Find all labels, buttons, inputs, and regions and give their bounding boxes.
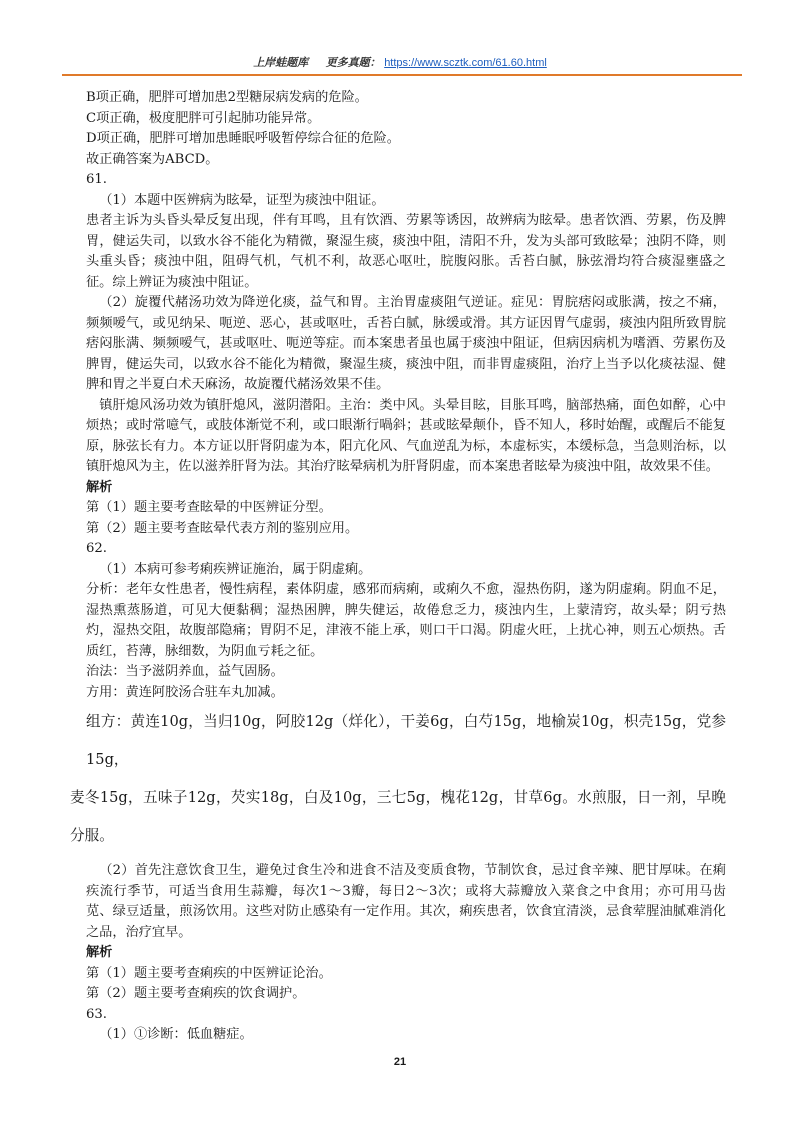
paragraph: 第（1）题主要考查痢疾的中医辨证论治。	[86, 965, 332, 981]
paragraph: （2）首先注意饮食卫生，避免过食生冷和进食不洁及变质食物，节制饮食，忌过食辛辣、肥甘厚味。在痢疾流行季节，可适当食用生蒜瓣，每次1～3瓣，每日2～3次；或将大蒜瓣放入菜食之中食用；亦可用马齿苋、绿豆适量，煎汤饮用。这些对防止感染有一定作用。其次，痢疾患者，饮食宜清淡，忌食荤腥油腻难消化之品，治疗宜早。	[86, 863, 726, 940]
analysis-heading: 解析	[86, 479, 113, 495]
question-number: 61.	[86, 172, 107, 187]
analysis-heading: 解析	[86, 945, 113, 960]
paragraph: （2）旋覆代赭汤功效为降逆化痰，益气和胃。主治胃虚痰阻气逆证。症见：胃脘痞闷或胀满，按之不痛，频频嗳气，或见纳呆、呃逆、恶心，甚或呕吐，舌苔白腻，脉缓或滑。其方证因胃气虚弱，痰浊内阻所致胃脘痞闷胀满、频频嗳气，甚或呕吐、呃逆等症。而本案患者虽也属于痰浊中阻证，但病因病机为嗜酒、劳累伤及脾胃，健运失司，以致水谷不能化为精微，聚湿生痰，痰浊中阻，而非胃虚痰阻，治疗上当予以化痰祛湿、健脾和胃之半夏白术天麻汤，故旋覆代赭汤效果不佳。	[86, 295, 726, 392]
paragraph: B项正确，肥胖可增加患2型糖尿病发病的危险。	[86, 90, 368, 105]
page-header	[60, 54, 740, 70]
paragraph: C项正确，极度肥胖可引起肺功能异常。	[86, 110, 321, 126]
paragraph: D项正确，肥胖可增加患睡眠呼吸暂停综合征的危险。	[86, 131, 400, 146]
paragraph: 方用：黄连阿胶汤合驻车丸加减。	[86, 684, 284, 700]
site-name: 上岸蛙题库	[253, 56, 309, 69]
header-divider	[62, 74, 742, 76]
paragraph: 第（1）题主要考查眩晕的中医辨证分型。	[86, 500, 332, 515]
paragraph: 第（2）题主要考查痢疾的饮食调护。	[86, 986, 306, 1001]
prescription-line: 麦冬15g，五味子12g，芡实18g，白及10g，三七5g，槐花12g，甘草6g。水煎服，日一剂，早晚分服。	[70, 789, 726, 844]
source-link[interactable]: https://www.scztk.com/61.60.html	[384, 57, 547, 69]
paragraph: 分析：老年女性患者，慢性病程，素体阴虚，感邪而病痢，或痢久不愈，湿热伤阴，遂为阴虚痢。阴血不足，湿热熏蒸肠道，可见大便黏稠；湿热困脾，脾失健运，故倦怠乏力，痰浊内生，上蒙清窍，故头晕；阴亏热灼，湿热交阻，故腹部隐痛；胃阴不足，津液不能上承，则口干口渴。阴虚火旺，上扰心神，则五心烦热。舌质红，苔薄，脉细数，为阴血亏耗之征。	[86, 582, 726, 659]
more-questions-label: 更多真题：	[325, 56, 381, 69]
paragraph: 第（2）题主要考查眩晕代表方剂的鉴别应用。	[86, 520, 359, 536]
question-number: 62.	[86, 541, 107, 556]
paragraph: 患者主诉为头昏头晕反复出现，伴有耳鸣，且有饮酒、劳累等诱因，故辨病为眩晕。患者饮酒、劳累，伤及脾胃，健运失司，以致水谷不能化为精微，聚湿生痰，痰浊中阻，清阳不升，发为头部可致眩晕；浊阴不降，则头重头昏；痰浊中阻，阻碍气机，气机不利，故恶心呕吐，脘腹闷胀。舌苔白腻，脉弦滑均符合痰湿壅盛之征。综上辨证为痰浊中阻证。	[86, 213, 726, 290]
paragraph: （1）本题中医辨病为眩晕，证型为痰浊中阻证。	[99, 192, 385, 208]
page-number: 21	[393, 1056, 407, 1068]
document-body	[70, 88, 726, 1046]
paragraph: （1）本病可参考痢疾辨证施治，属于阴虚痢。	[99, 561, 372, 577]
paragraph: 治法：当予滋阴养血，益气固肠。	[86, 664, 284, 679]
prescription-line: 组方：黄连10g，当归10g，阿胶12g（烊化），干姜6g，白芍15g，地榆炭10g，枳壳15g，党参15g，	[86, 713, 726, 768]
question-number: 63.	[86, 1006, 107, 1022]
paragraph: （1）①诊断：低血糖症。	[99, 1027, 253, 1042]
answer-line: 故正确答案为ABCD。	[86, 151, 219, 167]
paragraph: 镇肝熄风汤功效为镇肝熄风，滋阴潜阳。主治：类中风。头晕目眩，目胀耳鸣，脑部热痛，面色如醉，心中烦热；或时常噫气，或肢体渐觉不利，或口眼渐行喎斜；甚或眩晕颠仆，昏不知人，移时始醒，或醒后不能复原，脉弦长有力。本方证以肝肾阴虚为本，阳亢化风、气血逆乱为标，本虚标实，本缓标急，当急则治标，以镇肝熄风为主，佐以滋养肝肾为法。其治疗眩晕病机为肝肾阴虚，而本案患者眩晕为痰浊中阻，故效果不佳。	[86, 397, 726, 474]
